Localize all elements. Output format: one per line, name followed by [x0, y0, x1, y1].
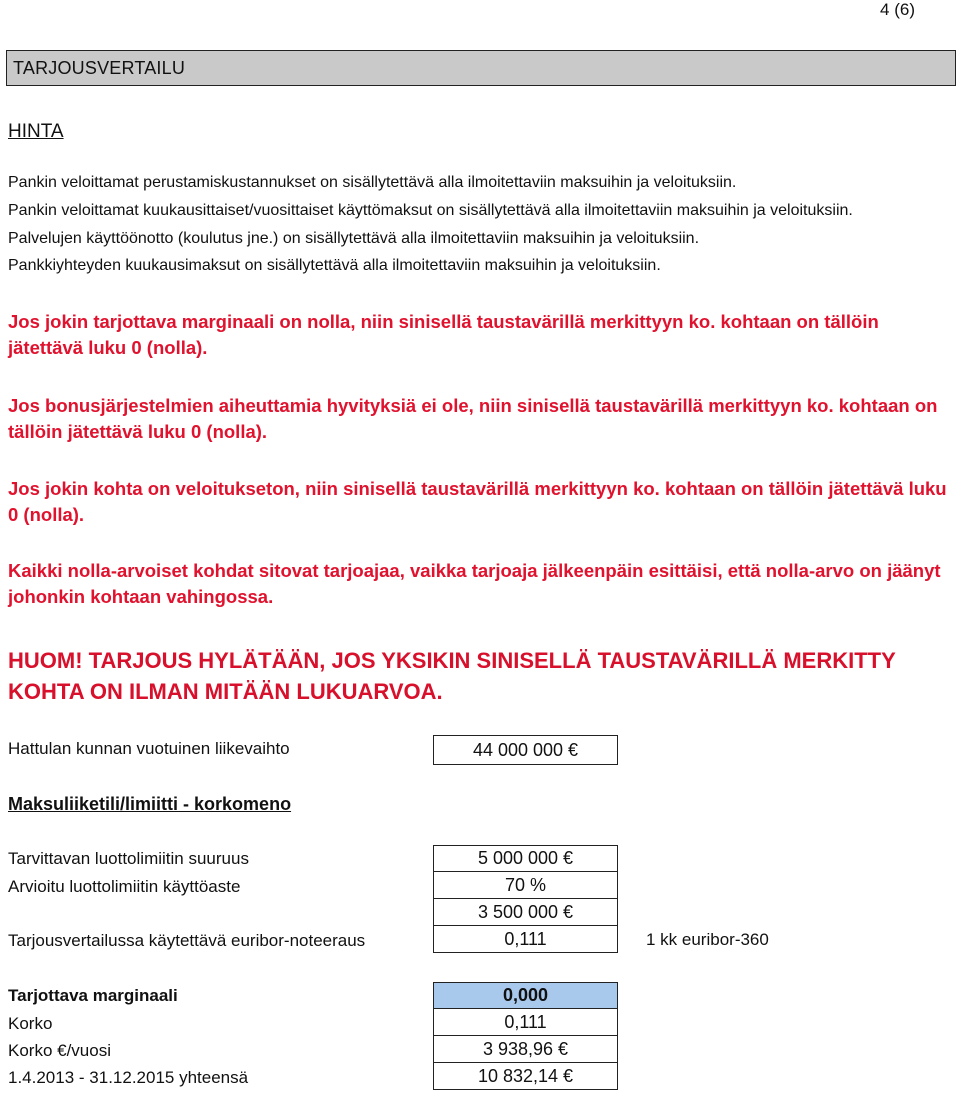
annual-interest-label: Korko €/vuosi	[8, 1041, 111, 1060]
usage-label: Arvioitu luottolimiitin käyttöaste	[8, 877, 241, 896]
paragraph-4: Pankkiyhteyden kuukausimaksut on sisällytettävä alla ilmoitettaviin maksuihin ja veloituksiin.	[8, 257, 661, 274]
limit-label: Tarvittavan luottolimiitin suuruus	[8, 849, 249, 868]
turnover-value: 44 000 000 €	[472, 739, 579, 760]
usage-value-field	[433, 872, 618, 899]
turnover-value-field	[433, 735, 618, 765]
notice-bonus-zero: Jos bonusjärjestelmien aiheuttamia hyvityksiä ei ole, niin sinisellä taustavärillä merkittyyn ko. kohtaan on tällöin jätettävä luku 0 (nolla).	[8, 395, 938, 442]
section-heading-credit: Maksuliiketili/limiitti - korkomeno	[8, 794, 292, 814]
used-amount-field	[433, 899, 618, 926]
document-title: TARJOUSVERTAILU	[13, 58, 186, 78]
total-value: 10 832,14 €	[477, 1065, 574, 1086]
limit-value: 5 000 000 €	[477, 848, 574, 868]
euribor-value-field	[433, 926, 618, 953]
rejection-warning: HUOM! TARJOUS HYLÄTÄÄN, JOS YKSIKIN SINISELLÄ TAUSTAVÄRILLÄ MERKITTY KOHTA ON ILMAN MITÄÄN LUKUARVOA.	[8, 648, 896, 704]
title-bar	[6, 50, 956, 86]
section-heading-hinta: HINTA	[8, 121, 64, 142]
turnover-label: Hattulan kunnan vuotuinen liikevaihto	[8, 739, 290, 758]
total-label: 1.4.2013 - 31.12.2015 yhteensä	[8, 1068, 249, 1087]
euribor-label: Tarjousvertailussa käytettävä euribor-noteeraus	[8, 931, 366, 950]
interest-label: Korko	[8, 1014, 53, 1033]
margin-value: 0,000	[502, 985, 549, 1005]
notice-zero-binding: Kaikki nolla-arvoiset kohdat sitovat tarjoajaa, vaikka tarjoaja jälkeenpäin esittäisi, että nolla-arvo on jäänyt johonkin kohtaan vahingossa.	[8, 560, 941, 607]
limit-value-field	[433, 845, 618, 872]
total-value-field	[433, 1063, 618, 1090]
notice-free-zero: Jos jokin kohta on veloitukseton, niin sinisellä taustavärillä merkittyyn ko. kohtaan on tällöin jätettävä luku 0 (nolla).	[8, 478, 947, 525]
paragraph-1: Pankin veloittamat perustamiskustannukset on sisällytettävä alla ilmoitettaviin maksuihin ja veloituksiin.	[8, 174, 737, 191]
margin-label: Tarjottava marginaali	[8, 986, 178, 1005]
interest-value: 0,111	[504, 1011, 547, 1032]
used-amount-value: 3 500 000 €	[477, 901, 574, 922]
margin-input-field[interactable]	[433, 982, 618, 1009]
interest-value-field	[433, 1009, 618, 1036]
annual-interest-field	[433, 1036, 618, 1063]
paragraph-2: Pankin veloittamat kuukausittaiset/vuosittaiset käyttömaksut on sisällytettävä alla ilmoitettaviin maksuihin ja veloituksiin.	[8, 202, 853, 219]
usage-value: 70 %	[504, 874, 547, 895]
paragraph-3: Palvelujen käyttöönotto (koulutus jne.) on sisällytettävä alla ilmoitettaviin maksuihin ja veloituksiin.	[8, 230, 700, 247]
euribor-value: 0,111	[504, 928, 547, 949]
page-number: 4 (6)	[880, 0, 915, 19]
notice-margin-zero: Jos jokin tarjottava marginaali on nolla, niin sinisellä taustavärillä merkittyyn ko. kohtaan on tällöin jätettävä luku 0 (nolla).	[8, 311, 879, 358]
annual-interest-value: 3 938,96 €	[482, 1038, 569, 1059]
euribor-note: 1 kk euribor-360	[646, 930, 769, 949]
